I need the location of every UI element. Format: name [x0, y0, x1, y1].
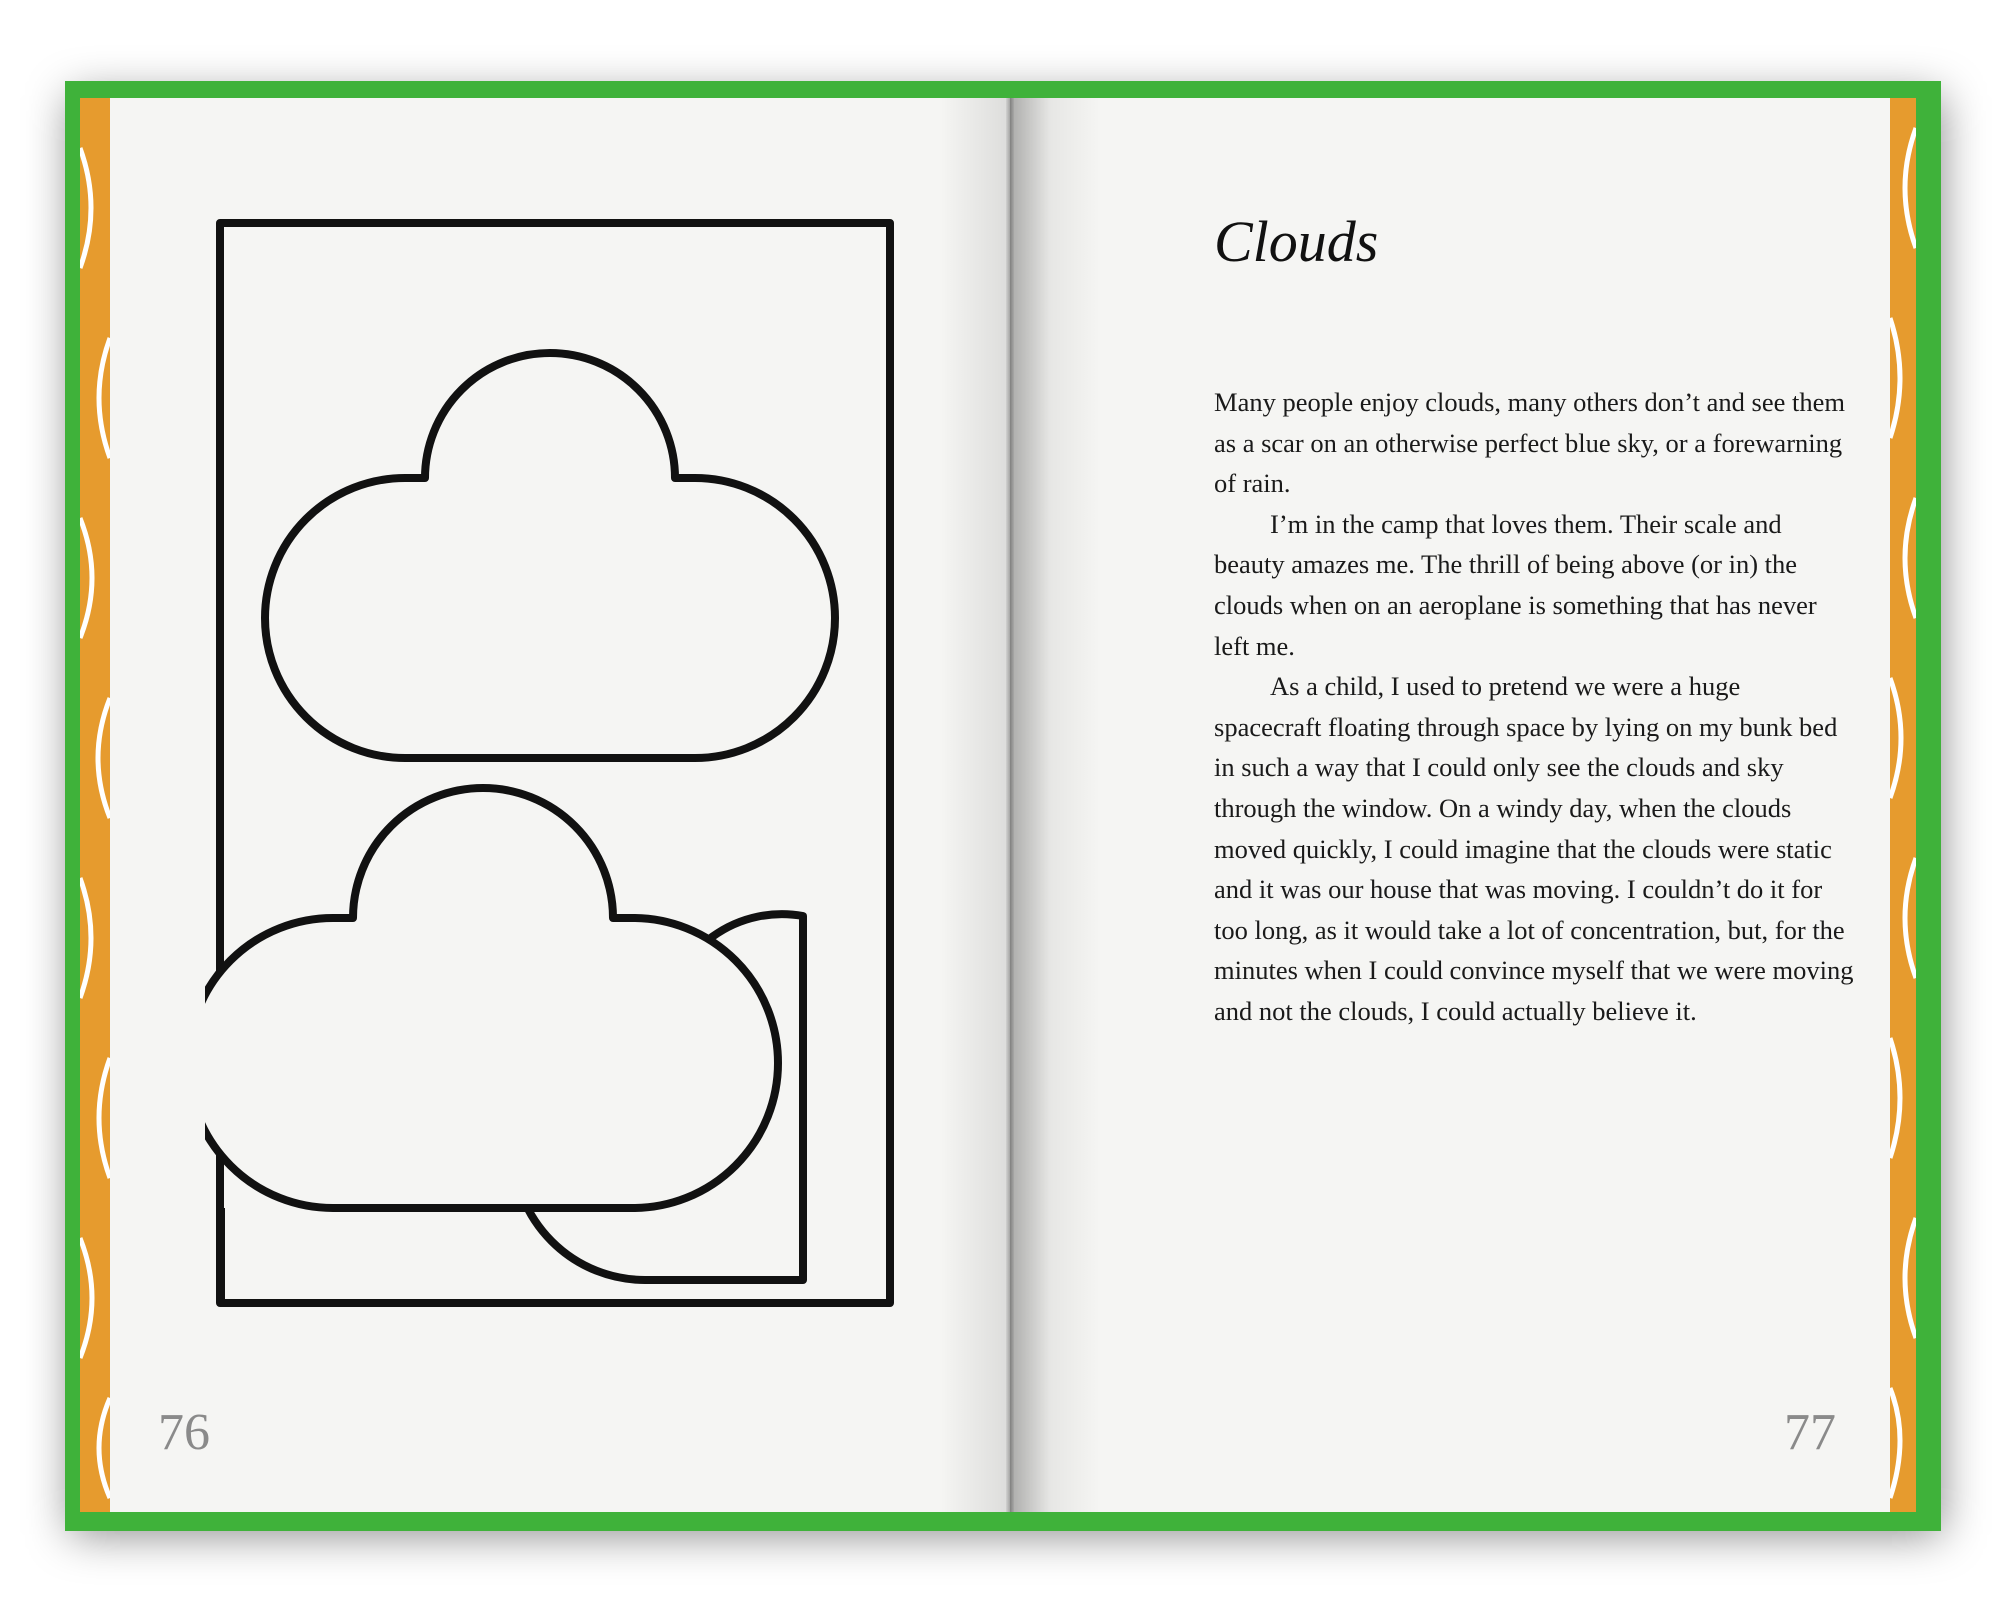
- paragraph-3: As a child, I used to pretend we were a huge spacecraft floating through space by lying on my bunk bed in such a way that I could only see the clouds and sky through the window. On a windy day, when the clouds moved quickly, I could imagine that the clouds were static and it was our house that was moving. I couldn’t do it for too long, as it would take a lot of concentration, but, for the minutes when I could convince myself that we were moving and not the clouds, I could actually believe it.: [1214, 671, 1854, 1026]
- right-page: [1010, 98, 1890, 1512]
- clouds-outline-drawing: [205, 208, 905, 1318]
- book-spine-gutter: [1006, 98, 1014, 1512]
- edge-pattern: [80, 98, 110, 1512]
- left-page-edge: [80, 98, 110, 1512]
- lower-cloud-outline: [205, 788, 778, 1208]
- right-gutter-shadow: [1010, 98, 1100, 1512]
- left-page: [110, 98, 1010, 1512]
- page-number-right: 77: [1784, 1404, 1836, 1461]
- paragraph-1: Many people enjoy clouds, many others don’t and see them as a scar on an otherwise perfect blue sky, or a forewarning of rain.: [1214, 387, 1845, 499]
- right-page-edge: [1890, 98, 1916, 1512]
- chapter-title: Clouds: [1214, 209, 1379, 274]
- left-gutter-shadow: [940, 98, 1010, 1512]
- paragraph-2: I’m in the camp that loves them. Their scale and beauty amazes me. The thrill of being above (or in) the clouds when on an aeroplane is something that has never left me.: [1214, 508, 1817, 661]
- body-text: [1214, 382, 1854, 1032]
- page-number-left: 76: [158, 1404, 210, 1461]
- edge-pattern: [1890, 98, 1916, 1512]
- upper-cloud-outline: [265, 353, 835, 758]
